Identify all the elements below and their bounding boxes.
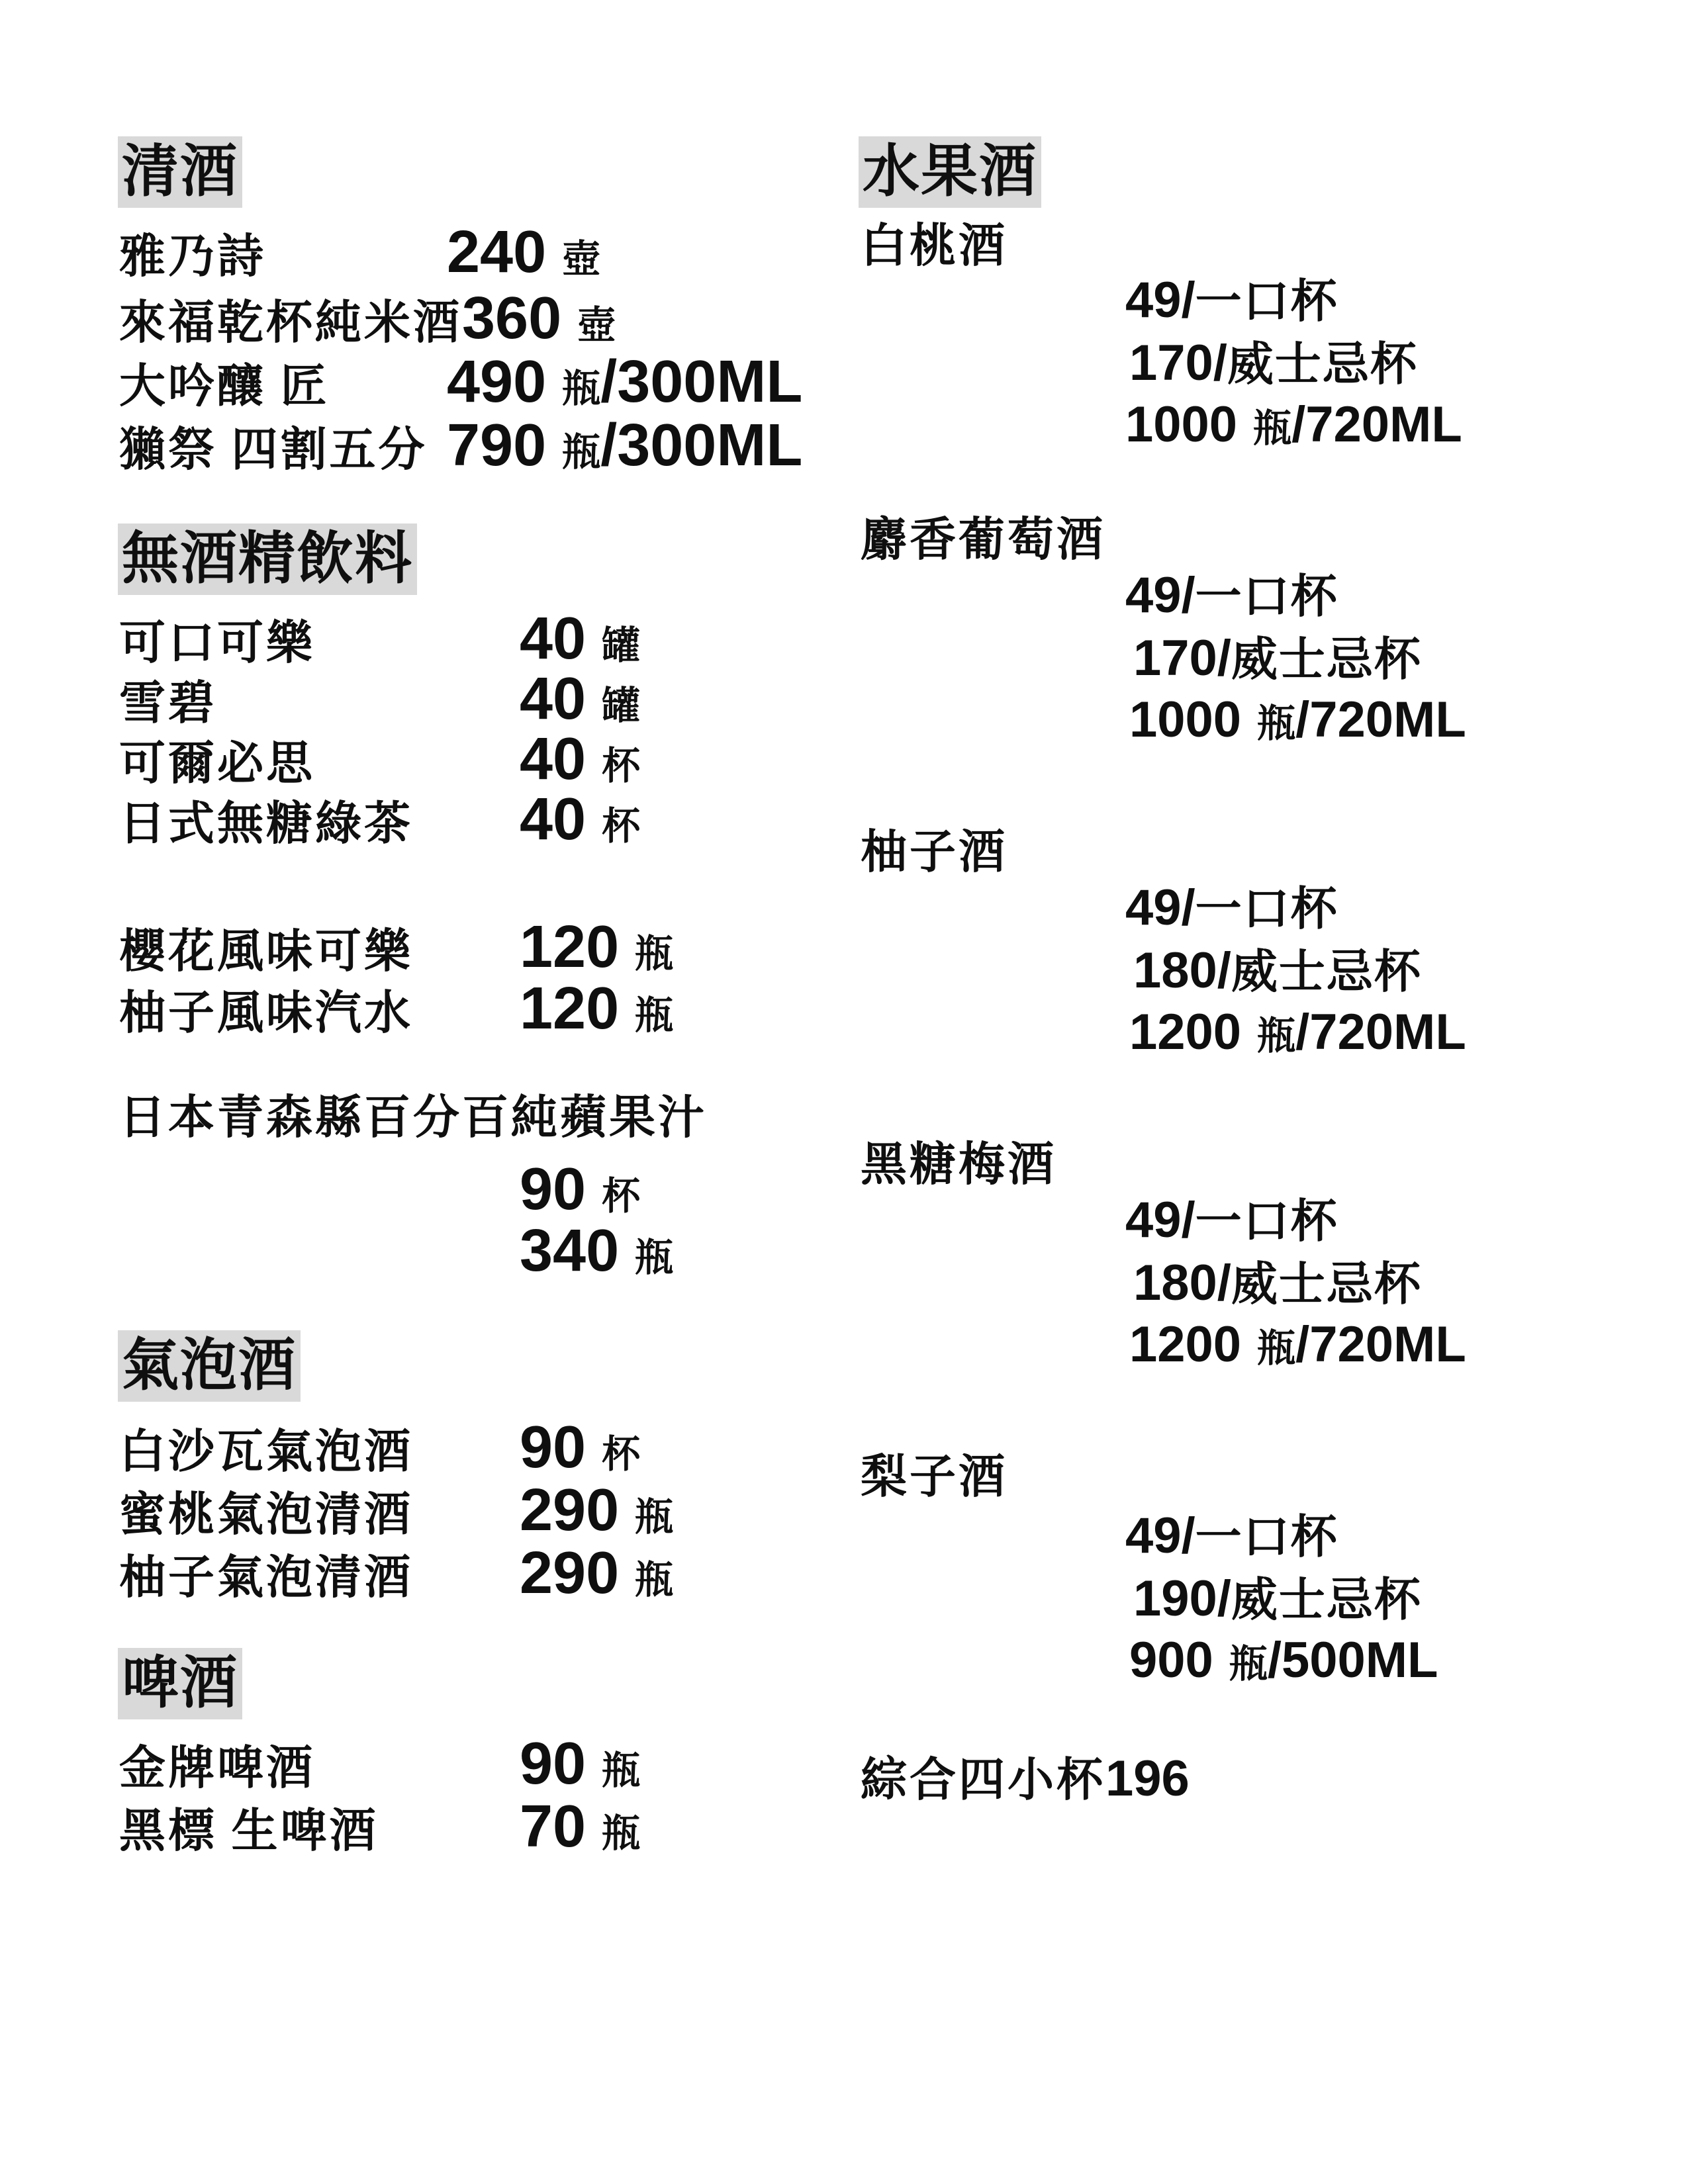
section-header-fruit-wine: 水果酒 [859, 136, 1041, 208]
item-price: 40 [520, 786, 586, 852]
price-number: 49/ [1125, 1192, 1196, 1248]
item-name: 來福乾杯純米酒 [119, 298, 462, 349]
wine-name-yuzu: 柚子酒 [861, 827, 1008, 878]
section-header-beer: 啤酒 [118, 1648, 242, 1719]
price-number: 49/ [1125, 567, 1196, 623]
menu-row [119, 412, 803, 478]
price-number: 170/ [1133, 630, 1231, 686]
price-line [520, 1218, 674, 1284]
menu-row [119, 606, 641, 672]
menu-row [119, 1731, 641, 1797]
item-name-apple-juice: 日本青森縣百分百純蘋果汁 [119, 1093, 707, 1144]
item-price: 290 [520, 1540, 620, 1606]
item-unit: 瓶 [635, 1236, 674, 1279]
item-unit: 瓶 [562, 431, 601, 474]
item-name: 獺祭 四割五分 [119, 425, 428, 476]
menu-row [119, 726, 641, 792]
price-line-whisky [1129, 335, 1418, 391]
menu-row [119, 1414, 641, 1480]
price-bottle-size: /500ML [1267, 1632, 1438, 1688]
price-bottle-size: /720ML [1295, 1316, 1466, 1373]
item-name: 雅乃詩 [119, 232, 266, 283]
price-line-bottle [1129, 1316, 1466, 1373]
item-price: 90 [520, 1731, 586, 1797]
menu-row [119, 349, 803, 415]
item-unit: 罐 [602, 684, 641, 727]
price-bottle-size: /720ML [1291, 396, 1462, 453]
price-number: 180/ [1133, 1255, 1231, 1311]
section-header-sake: 清酒 [118, 136, 242, 208]
item-unit: 瓶 [562, 367, 601, 410]
wine-name-white-peach: 白桃酒 [861, 221, 1008, 272]
price-line-shot [1125, 880, 1338, 936]
price-number: 49/ [1125, 272, 1196, 328]
item-bottle-size: /300ML [600, 412, 803, 478]
price-number: 1000 [1125, 396, 1238, 453]
item-unit: 壺 [562, 238, 601, 281]
price-line-shot [1125, 272, 1338, 328]
item-price: 90 [520, 1414, 586, 1480]
item-price: 240 [447, 219, 547, 285]
price-line-shot [1125, 1508, 1338, 1564]
item-bottle-size: /300ML [600, 349, 803, 415]
item-name: 可爾必思 [119, 739, 315, 790]
item-price: 120 [520, 976, 620, 1042]
price-line-shot [1125, 567, 1338, 623]
price-number: 900 [1129, 1632, 1213, 1688]
price-bottle-unit: 瓶 [1257, 1015, 1296, 1058]
price-glass-label: 一口杯 [1195, 884, 1338, 935]
price-line [520, 1156, 641, 1222]
menu-row [119, 219, 601, 285]
price-line-whisky [1133, 1255, 1422, 1311]
item-price: 40 [520, 666, 586, 732]
item-unit: 瓶 [635, 933, 674, 976]
price-bottle-unit: 瓶 [1257, 1327, 1296, 1370]
item-unit: 瓶 [602, 1749, 641, 1792]
price-number: 180/ [1133, 942, 1231, 999]
section-header-soft-drinks: 無酒精飲料 [118, 523, 417, 595]
price-number: 49/ [1125, 1508, 1196, 1564]
price-line-whisky [1133, 630, 1422, 686]
item-price: 340 [520, 1218, 620, 1284]
menu-row [119, 976, 674, 1042]
menu-row [119, 786, 641, 852]
price-line-whisky [1133, 942, 1422, 999]
item-name: 櫻花風味可樂 [119, 927, 413, 978]
item-unit: 杯 [602, 1433, 641, 1476]
price-number: 170/ [1129, 335, 1227, 391]
item-unit: 杯 [602, 1175, 641, 1218]
menu-row [119, 914, 674, 980]
price-glass-label: 威士忌杯 [1231, 1575, 1422, 1626]
wine-name-pear: 梨子酒 [861, 1452, 1008, 1503]
item-name: 雪碧 [119, 678, 217, 729]
item-unit: 罐 [602, 624, 641, 667]
price-glass-label: 威士忌杯 [1231, 947, 1422, 998]
price-line-bottle [1129, 692, 1466, 748]
menu-row [119, 666, 641, 732]
price-glass-label: 一口杯 [1195, 572, 1338, 623]
item-name: 白沙瓦氣泡酒 [119, 1427, 413, 1478]
item-price: 360 [462, 285, 562, 351]
price-glass-label: 一口杯 [1195, 277, 1338, 328]
item-price: 70 [520, 1794, 586, 1860]
price-number: 1000 [1129, 692, 1242, 748]
price-number: 49/ [1125, 880, 1196, 936]
price-line-bottle [1129, 1632, 1438, 1688]
combo-name: 綜合四小杯 [861, 1755, 1105, 1806]
menu-row [119, 1794, 641, 1860]
item-unit: 壺 [577, 304, 616, 347]
item-name: 黑標 生啤酒 [119, 1806, 379, 1857]
item-unit: 瓶 [602, 1812, 641, 1855]
price-bottle-size: /720ML [1295, 1004, 1466, 1060]
item-name: 可口可樂 [119, 618, 315, 669]
item-price: 490 [447, 349, 547, 415]
price-line-bottle [1129, 1004, 1466, 1060]
item-name: 金牌啤酒 [119, 1743, 315, 1794]
menu-row [119, 1477, 674, 1543]
item-unit: 瓶 [635, 1496, 674, 1539]
item-price: 120 [520, 914, 620, 980]
price-number: 190/ [1133, 1570, 1231, 1627]
item-name: 日式無糖綠茶 [119, 799, 413, 850]
price-bottle-unit: 瓶 [1257, 702, 1296, 745]
wine-name-brown-sugar-plum: 黑糖梅酒 [861, 1140, 1056, 1191]
price-line-whisky [1133, 1570, 1422, 1627]
price-glass-label: 威士忌杯 [1231, 635, 1422, 686]
combo-row [861, 1751, 1190, 1807]
price-glass-label: 一口杯 [1195, 1512, 1338, 1563]
item-name: 蜜桃氣泡清酒 [119, 1490, 413, 1541]
price-line-bottle [1125, 396, 1462, 453]
price-glass-label: 威士忌杯 [1227, 340, 1418, 390]
price-glass-label: 一口杯 [1195, 1197, 1338, 1248]
item-price: 40 [520, 726, 586, 792]
price-bottle-unit: 瓶 [1253, 407, 1292, 450]
price-bottle-size: /720ML [1295, 692, 1466, 748]
wine-name-muscat: 麝香葡萄酒 [861, 515, 1105, 566]
price-bottle-unit: 瓶 [1229, 1643, 1268, 1686]
price-line-shot [1125, 1192, 1338, 1248]
price-number: 1200 [1129, 1316, 1242, 1373]
item-unit: 杯 [602, 745, 641, 788]
price-number: 1200 [1129, 1004, 1242, 1060]
item-price: 40 [520, 606, 586, 672]
item-unit: 瓶 [635, 994, 674, 1037]
menu-row [119, 285, 616, 351]
item-price: 90 [520, 1156, 586, 1222]
item-unit: 杯 [602, 805, 641, 848]
item-price: 790 [447, 412, 547, 478]
section-header-sparkling: 氣泡酒 [118, 1330, 301, 1402]
item-name: 柚子風味汽水 [119, 988, 413, 1039]
item-price: 290 [520, 1477, 620, 1543]
item-name: 柚子氣泡清酒 [119, 1553, 413, 1604]
combo-price: 196 [1105, 1751, 1190, 1807]
price-glass-label: 威士忌杯 [1231, 1259, 1422, 1310]
menu-row [119, 1540, 674, 1606]
item-name: 大吟釀 匠 [119, 361, 330, 412]
item-unit: 瓶 [635, 1559, 674, 1602]
